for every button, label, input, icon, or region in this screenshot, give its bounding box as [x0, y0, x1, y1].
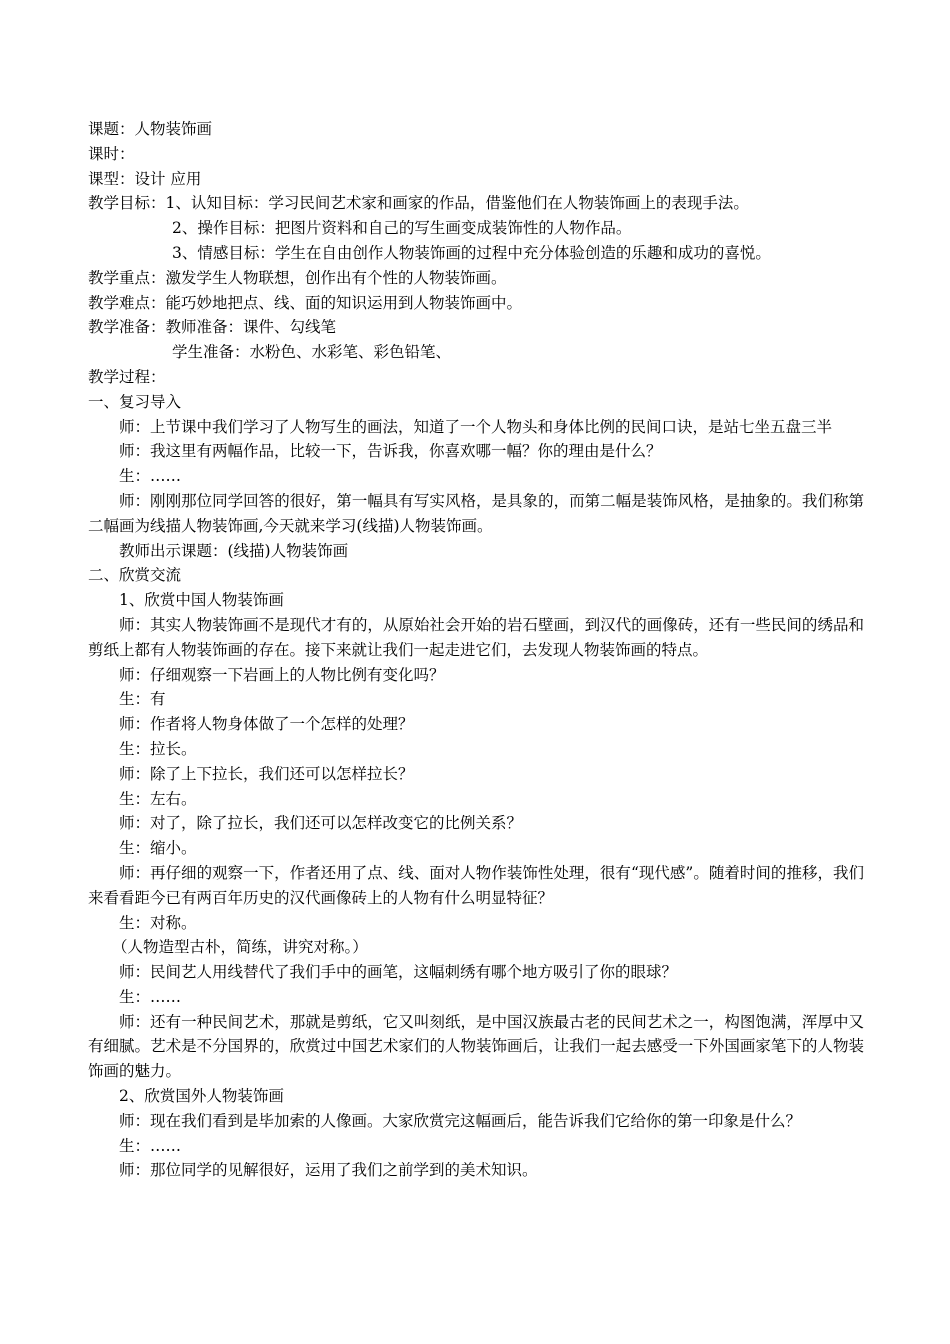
dialogue-paragraph: 师：上节课中我们学习了人物写生的画法，知道了一个人物头和身体比例的民间口诀，是站七坐五盘三半 — [119, 417, 833, 436]
dialogue-paragraph: 师：刚刚那位同学回答的很好，第一幅具有写实风格，是具象的，而第二幅是装饰风格，是抽象的。我们称第二幅画为线描人物装饰画,今天就来学习(线描)人物装饰画。 — [88, 491, 864, 535]
section-heading: 一、复习导入 — [88, 392, 182, 411]
dialogue-line: 教师出示课题：(线描)人物装饰画 — [119, 541, 349, 560]
dialogue-line: 生：对称。 — [119, 913, 197, 932]
teaching-difficulty: 教学难点：能巧妙地把点、线、面的知识运用到人物装饰画中。 — [88, 293, 523, 312]
teaching-goal-1: 教学目标：1、认知目标：学习民间艺术家和画家的作品，借鉴他们在人物装饰画上的表现手法。 — [88, 194, 749, 213]
dialogue-line: 师：现在我们看到是毕加索的人像画。大家欣赏完这幅画后，能告诉我们它给你的第一印象是什么？ — [119, 1111, 802, 1130]
dialogue-line: 生：…… — [119, 987, 182, 1006]
teacher-preparation: 教学准备：教师准备：课件、勾线笔 — [88, 318, 337, 337]
dialogue-line: 师：仔细观察一下岩画上的人物比例有变化吗？ — [119, 665, 445, 684]
dialogue-paragraph: 师：其实人物装饰画不是现代才有的，从原始社会开始的岩石壁画，到汉代的画像砖，还有一些民间的绣品和剪纸上都有人物装饰画的存在。接下来就让我们一起走进它们，去发现人物装饰画的特点。 — [88, 615, 864, 659]
dialogue-line: 师：我这里有两幅作品，比较一下，告诉我，你喜欢哪一幅？你的理由是什么？ — [119, 442, 662, 461]
dialogue-line: 师：民间艺人用线替代了我们手中的画笔，这幅刺绣有哪个地方吸引了你的眼球？ — [119, 963, 678, 982]
lesson-type: 课型：设计 应用 — [88, 169, 202, 188]
dialogue-line: 师：除了上下拉长，我们还可以怎样拉长？ — [119, 764, 414, 783]
dialogue-line: 师：作者将人物身体做了一个怎样的处理？ — [119, 715, 414, 734]
subsection-heading: 2、欣赏国外人物装饰画 — [119, 1087, 284, 1106]
dialogue-line: 生：缩小。 — [119, 839, 197, 858]
dialogue-line: 师：那位同学的见解很好，运用了我们之前学到的美术知识。 — [119, 1161, 538, 1180]
dialogue-line: 生：…… — [119, 1136, 182, 1155]
dialogue-line: 师：对了，除了拉长，我们还可以怎样改变它的比例关系？ — [119, 814, 523, 833]
teaching-key-point: 教学重点：激发学生人物联想，创作出有个性的人物装饰画。 — [88, 268, 507, 287]
teaching-process-heading: 教学过程： — [88, 367, 166, 386]
lesson-period: 课时： — [88, 144, 135, 163]
dialogue-note: （人物造型古朴，简练，讲究对称。） — [112, 938, 368, 957]
dialogue-paragraph: 师：还有一种民间艺术，那就是剪纸，它又叫刻纸，是中国汉族最古老的民间艺术之一，构图饱满，浑厚中又有细腻。艺术是不分国界的，欣赏过中国艺术家们的人物装饰画后，让我们一起去感受一下外国画家笔下的人物装饰画的魅力。 — [88, 1012, 864, 1081]
lesson-title: 课题：人物装饰画 — [88, 120, 213, 138]
dialogue-line: 生：拉长。 — [119, 739, 197, 758]
subsection-heading: 1、欣赏中国人物装饰画 — [119, 591, 284, 610]
teaching-goal-3: 3、情感目标：学生在自由创作人物装饰画的过程中充分体验创造的乐趣和成功的喜悦。 — [172, 243, 771, 262]
section-heading: 二、欣赏交流 — [88, 566, 182, 585]
dialogue-line: 生：…… — [119, 467, 182, 486]
dialogue-paragraph: 师：再仔细的观察一下，作者还用了点、线、面对人物作装饰性处理，很有“现代感”。随着时间的推移，我们来看看距今已有两百年历史的汉代画像砖上的人物有什么明显特征？ — [88, 863, 864, 907]
lesson-plan-body — [88, 117, 864, 1183]
student-preparation: 学生准备：水粉色、水彩笔、彩色铅笔、 — [172, 343, 452, 362]
dialogue-line: 生：左右。 — [119, 789, 197, 808]
dialogue-line: 生：有 — [119, 690, 166, 709]
teaching-goal-2: 2、操作目标：把图片资料和自己的写生画变成装饰性的人物作品。 — [172, 219, 632, 238]
